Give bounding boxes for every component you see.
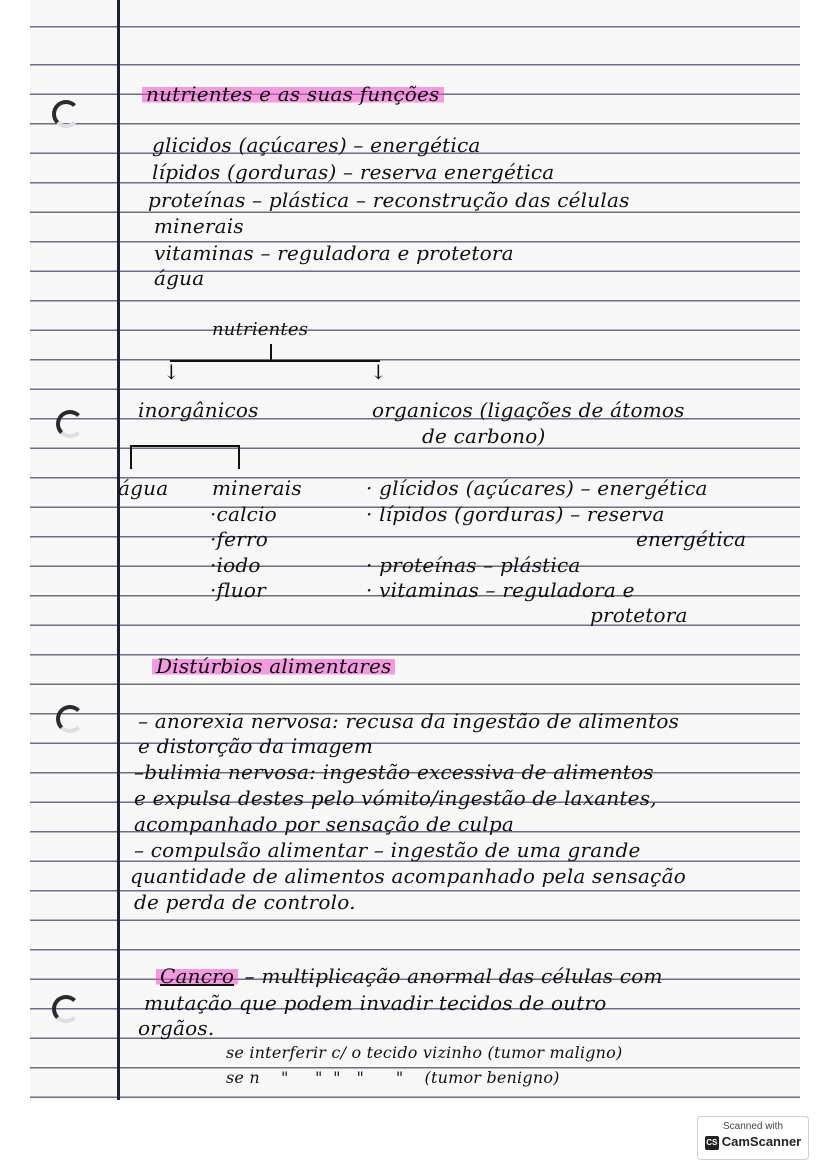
mineral-item: ·ferro <box>210 527 268 551</box>
cancro-line: se interferir c/ o tecido vizinho (tumor maligno) <box>226 1043 623 1062</box>
camscanner-badge <box>697 1116 809 1160</box>
binder-hole-icon <box>52 995 80 1023</box>
tree-right: organicos (ligações de átomos <box>372 398 685 422</box>
tree-connector <box>238 445 240 469</box>
cancro-line: se n " " " " " (tumor benigno) <box>226 1068 560 1087</box>
disorder-line: de perda de controlo. <box>134 890 356 914</box>
page-title: nutrientes e as suas funções <box>142 82 444 106</box>
organic-item: · vitaminas – reguladora e <box>366 578 635 602</box>
down-arrow-icon: ↓ <box>163 360 180 384</box>
margin-line <box>117 0 120 1100</box>
tree-right: de carbono) <box>422 424 546 448</box>
section-title: Distúrbios alimentares <box>152 654 395 678</box>
organic-item: · lípidos (gorduras) – reserva <box>366 502 665 526</box>
organic-item: · glícidos (açúcares) – energética <box>366 476 708 500</box>
nutrient-line: água <box>154 266 205 290</box>
nutrient-line: lípidos (gorduras) – reserva energética <box>152 160 555 184</box>
organic-item: · proteínas – plástica <box>366 553 581 577</box>
organic-item: energética <box>636 527 747 551</box>
nutrient-line: glicidos (açúcares) – energética <box>152 133 481 157</box>
camscanner-logo-icon: CS <box>705 1136 719 1150</box>
disorder-line: acompanhado por sensação de culpa <box>134 812 514 836</box>
nutrient-line: vitaminas – reguladora e protetora <box>154 241 514 265</box>
disorder-line: quantidade de alimentos acompanhado pela sensação <box>130 864 686 888</box>
cancro-line: mutação que podem invadir tecidos de outro <box>144 991 607 1015</box>
organic-item: protetora <box>590 603 688 627</box>
badge-line2: CS CamScanner <box>706 1134 802 1149</box>
tree-root: nutrientes <box>212 319 309 340</box>
badge-line1: Scanned with <box>722 1121 784 1132</box>
tree-connector <box>170 360 380 362</box>
cancro-line: orgãos. <box>138 1016 215 1040</box>
mineral-item: ·iodo <box>210 553 261 577</box>
mineral-item: ·fluor <box>210 578 266 602</box>
down-arrow-icon: ↓ <box>370 360 387 384</box>
disorder-line: – compulsão alimentar – ingestão de uma grande <box>134 838 641 862</box>
tree-connector <box>130 445 240 447</box>
disorder-line: –bulimia nervosa: ingestão excessiva de alimentos <box>134 760 654 784</box>
nutrient-line: minerais <box>154 214 244 238</box>
disorder-line: e distorção da imagem <box>138 734 373 758</box>
binder-hole-icon <box>52 100 80 128</box>
tree-connector <box>270 344 272 360</box>
tree-connector <box>130 445 132 469</box>
tree-agua: água <box>118 476 169 500</box>
disorder-line: e expulsa destes pelo vómito/ingestão de laxantes, <box>134 786 657 810</box>
disorder-line: – anorexia nervosa: recusa da ingestão de alimentos <box>138 709 680 733</box>
binder-hole-icon <box>56 410 84 438</box>
tree-left: inorgânicos <box>138 398 259 422</box>
tree-minerais: minerais <box>212 476 302 500</box>
cancro-line: Cancro – multiplicação anormal das células com <box>156 964 663 988</box>
notebook-page <box>30 0 800 1100</box>
mineral-item: ·calcio <box>210 502 277 526</box>
binder-hole-icon <box>56 705 84 733</box>
nutrient-line: proteínas – plástica – reconstrução das células <box>148 188 630 212</box>
